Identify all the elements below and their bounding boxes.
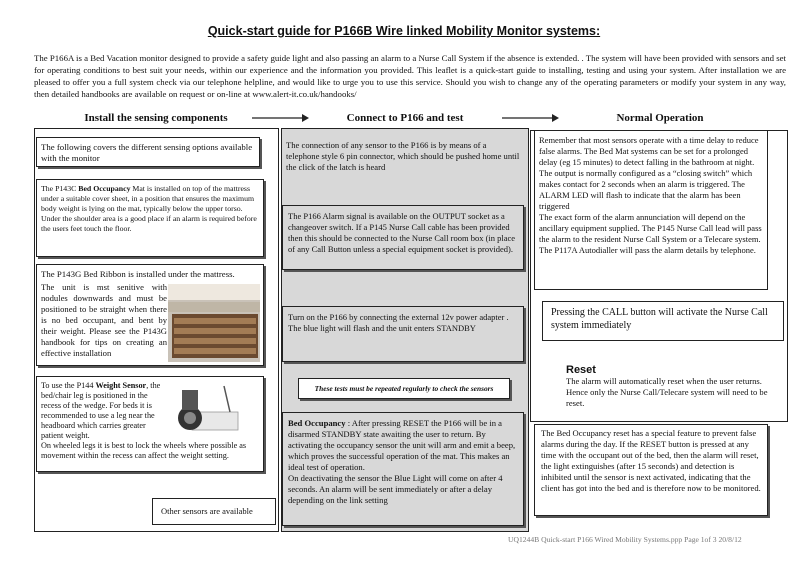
bed-ribbon-photo xyxy=(168,284,260,362)
heading-normal: Normal Operation xyxy=(616,112,704,124)
intro-paragraph: The P166A is a Bed Vacation monitor designed to provide a safety guide light and also passing an alarm to a Nurse Call System if the absence is extended. . The system will have been provided with sensors and set for operating conditions to best suit your needs, within our experience and the information you provided. This leaflet is a quick-start guide to installing, testing and using your system. After installation we are pleased to offer you a full system check via our telephone helpline, and would like to urge you to use this service. Should you wish to change any of the operating parameters or modify your system in any way, then detailed handbooks are available on request or on-line at www.alert-it.co.uk/handooks/ xyxy=(34,53,786,99)
arrow-right-icon xyxy=(250,112,310,124)
tests-note: These tests must be repeated regularly to check the sensors xyxy=(298,378,510,399)
p143g-intro: The P143G Bed Ribbon is installed under the mattress. xyxy=(41,269,235,279)
p143g-text: The unit is mst senitive with nodules downwards and must be positioned to be straight when there is no bed occupant, and bent by their weight. Please see the P143G handbook for tips on creating an effective installation xyxy=(41,282,167,358)
delay-paragraph: Remember that most sensors operate with a time delay to reduce false alarms. The Bed Mat systems can be set for a prolonged delay (eg 15 minutes) to detect falling in the bathroom at night. xyxy=(539,135,759,167)
other-sensors-box: Other sensors are available xyxy=(152,498,276,525)
connection-text: The connection of any sensor to the P166 is by means of a telephone style 6 pin connector, which should be pushed home until the click of the latch is heard xyxy=(286,140,520,172)
annunciation-paragraph: The exact form of the alarm annunciation will depend on the ancillary equipment supplied. The P145 Nurse Call lead will pass the alarm to the resident Nurse Call System or a Telecare system. The P117A Autodialler will pass the alarm details by telephone. xyxy=(539,212,762,255)
arrow-right-icon xyxy=(500,112,560,124)
reset-text: The alarm will automatically reset when the user returns. Hence only the Nurse Call/Telecare system will need to be reset. xyxy=(566,376,768,408)
page-title: Quick-start guide for P166B Wire linked Mobility Monitor systems: xyxy=(207,24,601,38)
turn-on-box: Turn on the P166 by connecting the external 12v power adapter . The blue light will flash and the unit enters STANDBY xyxy=(282,306,524,362)
reset-title: Reset xyxy=(566,364,596,376)
p143c-box: The P143C Bed Occupancy Mat is installed on top of the mattress under a suitable cover sheet, in a position that ensures the maximum body weight is lying on the mat, typically below the upper torso. Under the shoulder area is a good place if an alarm is required before the users feet touch the floor. xyxy=(36,179,264,257)
occupancy-test-box: Bed Occupancy : After pressing RESET the P166 will be in a disarmed STANDBY state awaiting the user to return. By activating the occupancy sensor the unit will arm and emit a beep, which proves the successful operation of the mat. This makes an ideal test of operation. On deactivating the sensor the Blue Light will come on after 4 seconds. An alarm will be sent immediately or after a delay depending on the link setting xyxy=(282,412,524,526)
normal-operation-box xyxy=(534,130,768,290)
p144-text: To use the P144 Weight Sensor, the bed/chair leg is positioned in the recess of the wedge. For beds it is recommended to use a leg near the headboard which carries greater patient weight. xyxy=(41,381,161,440)
occupancy-reset-box: The Bed Occupancy reset has a special feature to prevent false alarms during the day. If the RESET button is pressed at any time with the occupant out of the bed, then the alarm will reset, the light extinguishes (after 15 seconds) and detection is inhibited until the sensor is next activated, indicating that the client has got into the bed and is therefore now to be monitored. xyxy=(534,424,768,516)
p144-wheel-note: On wheeled legs it is best to lock the wheels where possible as movement within the recess can affect the weight setting. xyxy=(41,441,247,460)
footer-text: UQ1244B Quick-start P166 Wired Mobility Systems.ppp Page 1of 3 20/8/12 xyxy=(508,535,742,544)
weight-sensor-photo xyxy=(168,384,244,440)
output-paragraph: The output is normally configured as a “closing switch” which makes contact for 2 seconds when an alarm is triggered. The ALARM LED will flash to indicate that the alarm has been triggered xyxy=(539,168,753,211)
heading-install: Install the sensing components xyxy=(84,112,228,124)
heading-connect: Connect to P166 and test xyxy=(346,112,464,124)
covers-box: The following covers the different sensing options available with the monitor xyxy=(36,137,260,167)
alarm-signal-box: The P166 Alarm signal is available on the OUTPUT socket as a changeover switch. If a P145 Nurse Call cable has been provided then this should be connected to the Nurse Call room box (in place of any Call Button unless a special equipment socket is provided). xyxy=(282,205,524,270)
call-button-box: Pressing the CALL button will activate the Nurse Call system immediately xyxy=(542,301,784,341)
